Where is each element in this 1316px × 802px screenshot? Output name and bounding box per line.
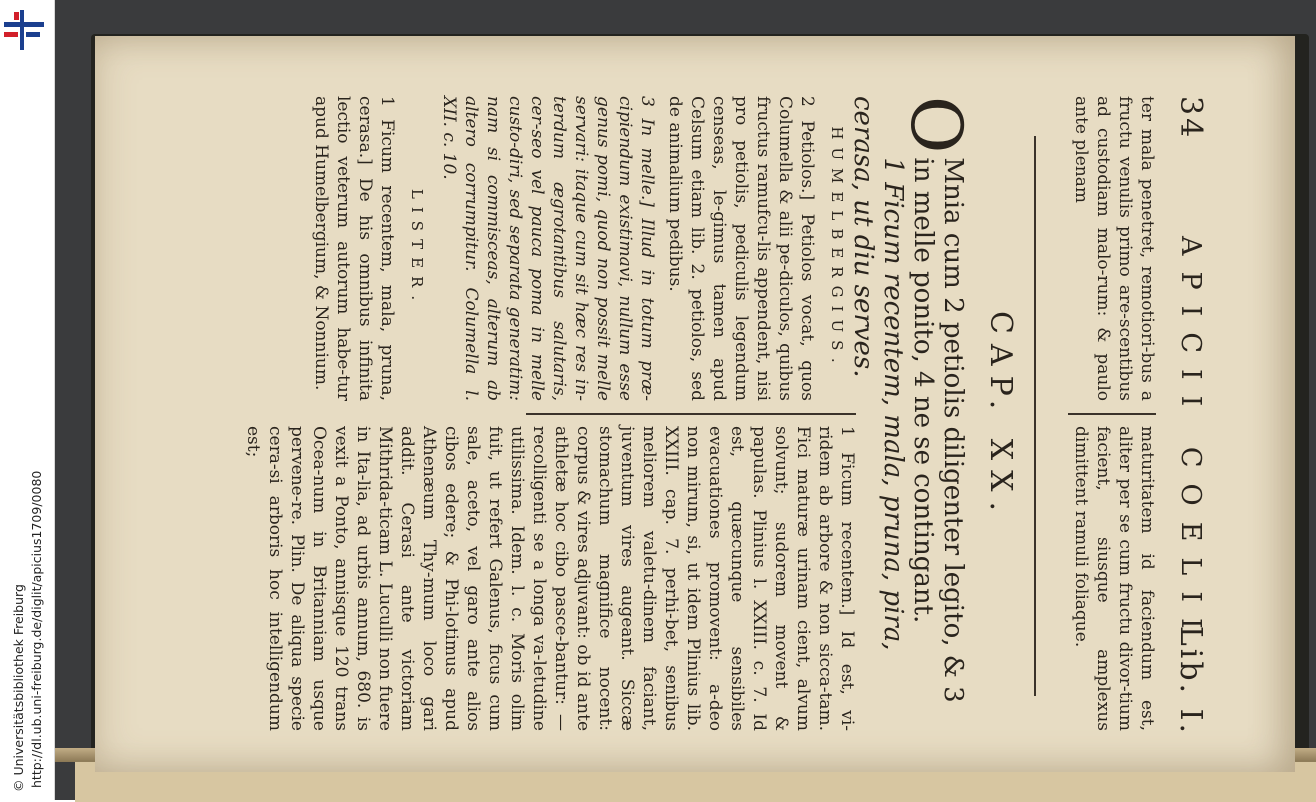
note-petiolos: 2 Petiolos.] Petiolos vocat, quos Columella & alii pe-diculos, quibus fructus ramufcu-lis appendent, nisi pro petiolis, pediculis legendum censeas, le-gimus tamen apud Celsum etiam lib. 2. petiolos, sed de animalium pedibus.: [665, 96, 817, 401]
drop-cap: O: [895, 96, 977, 154]
top-right-column: maturitatem id faciendum est, aliter per se cum fructu divor-tium facient, siusque amplexus dimittent ramuli foliaque.: [1071, 426, 1157, 731]
recipe-title: 1 Ficum recentem, mala, pruna, pira, cerasa, ut diu serves.: [848, 96, 908, 651]
page-text: [118, 96, 1208, 736]
page-number: 34: [1173, 96, 1208, 141]
running-head: [1164, 96, 1208, 736]
copyright-notice: © Universitätsbibliothek Freiburg: [11, 584, 26, 792]
running-title: APICII COELII: [1175, 236, 1206, 645]
horizontal-rule: [1034, 136, 1036, 696]
viewer-sidebar: [0, 0, 55, 800]
top-left-column: ter mala penetret, remotiori-bus a fructu venulis primo are-scentibus ad custodiam malo-rum: & paulo ante plenam: [1071, 96, 1157, 401]
recipe-start: Mnia cum: [938, 157, 968, 289]
notes-left-column: [304, 96, 858, 401]
scan-viewport: [55, 0, 1316, 800]
note-in-melle: 3 In melle.] Illud in totum præ-cipiendum existimavi, nullum esse genus pomi, quod non possit melle servari: itaque cum sit hæc res in-terdum ægrotantibus salutaris, cer-seo vel pauca poma in melle custo-diri, sed separata generatim: nam si commisceas, alterum ab altero corrumpitur. Columella l. XII. c. 10.: [439, 96, 657, 401]
recipe-line: 2 petiolis diligenter legito, & 3 in melle ponito, 4 ne se contingant.: [908, 157, 968, 703]
book-number: Lib. I.: [1173, 625, 1208, 736]
recipe-text: [848, 96, 977, 736]
notes-right-column: 1 Ficum recentem.] Id est, vi-ridem ab arbore & non sicca-tam. Fici maturæ urinam cient, alvum solvunt; sudorem movent & papulas. Plinius l. XXIII. c. 7. Id est, quæcunque sensibiles evacuationes promovent: a-deo non mirum, si, ut idem Plinius lib. XXIII. cap. 7. perhi-bet, senibus meliorem valetu-dinem faciant, juventum vires augeant. Siccæ stomachum magnifice nocent: corpus & vires adjuvant: ob id ante athletæ hoc cibo pasce-bantur: — recolligenti se a longa va-letudine utilissima. Idem. l. c. Moris olim fuit, ut refert Galenus, ficus cum sale, aceto, vel garo ante alios cibos edere; & Phi-lotimus apud Athenæum Thy-mum loco gari addit. Cerasi ante victoriam Mithrida-ticam L. Luculli non fuere in Ita-lia, ad urbis annum, 680. is vexit a Ponto, annisque 120 trans Ocea-num in Britanniam usque pervene-re. Plin. De aliqua specie cera-si arboris hoc intelligendum est;: [243, 426, 857, 731]
section-head-humelbergius: HUMELBERGIUS.: [828, 126, 846, 371]
notes-divider: [526, 413, 856, 415]
viewer-url[interactable]: http://dl.ub.uni-freiburg.de/diglit/apicius1709/0080: [29, 470, 44, 788]
ub-freiburg-logo-icon[interactable]: [0, 8, 54, 52]
chapter-heading: CAP. XX.: [983, 310, 1018, 522]
column-divider: [1068, 413, 1156, 415]
section-head-lister: LISTER.: [408, 188, 426, 309]
note-lister: 1 Ficum recentem, mala, pruna, cerasa.] De his omnibus infinita lectio veterum autorum habe-tur apud Humelbergium, & Nonnium.: [311, 96, 397, 401]
